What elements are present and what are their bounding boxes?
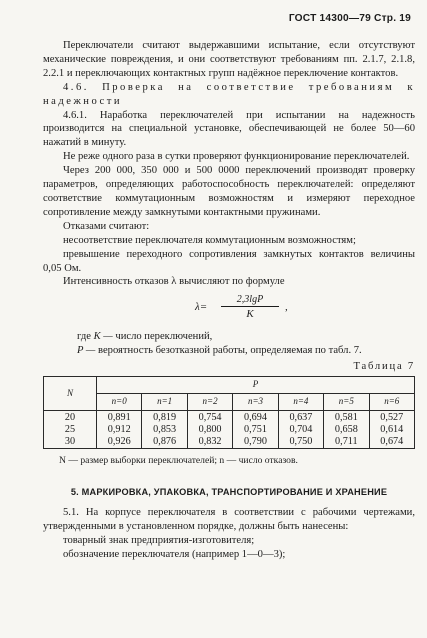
column-header: n=2: [187, 394, 232, 411]
failure-rate-formula: [195, 293, 415, 325]
list-item: товарный знак предприятия-изготовителя;: [63, 535, 255, 547]
column-header: n=5: [324, 394, 369, 411]
cell-value: 0,581: [334, 412, 358, 424]
table-cell: [369, 411, 414, 449]
cell-value: 0,527: [380, 412, 404, 424]
table-cell: [97, 411, 142, 449]
cell-value: 0,926: [107, 435, 131, 447]
table-cell: [324, 411, 369, 449]
definition-lead: где: [77, 331, 91, 343]
definition-p: [43, 344, 415, 358]
table-cell: [233, 411, 278, 449]
table-cell: [44, 411, 97, 449]
definition-symbol: K —: [93, 331, 113, 343]
table-row: [44, 411, 415, 449]
table-cell: [278, 411, 323, 449]
table-column-headers: [44, 394, 415, 411]
cell-value: 0,711: [335, 435, 358, 447]
cell-value: 0,637: [289, 412, 313, 424]
cell-n: 25: [64, 423, 76, 435]
cell-value: 0,876: [153, 435, 177, 447]
table-cell: [187, 411, 232, 449]
cell-n: 30: [64, 435, 76, 447]
cell-value: 0,912: [107, 423, 131, 435]
cell-value: 0,658: [334, 423, 358, 435]
table-caption: Таблица 7: [353, 361, 415, 373]
paragraph-test-result: Переключатели считают выдержавшими испытание, если отсутствуют механические повреждения, и они соответствуют требованиям пп. 2.1.7, 2.1.8, 2.2.1 и переключающих контактных групп надёжное переключение контактов.: [43, 40, 415, 79]
cell-n: 20: [64, 412, 76, 424]
formula-lhs: λ=: [195, 301, 208, 314]
section-5-title: 5. МАРКИРОВКА, УПАКОВКА, ТРАНСПОРТИРОВАНИЕ И ХРАНЕНИЕ: [70, 487, 388, 498]
definition-text: число переключений,: [115, 331, 213, 343]
paragraph-4-6-1: 4.6.1. Наработка переключателей при испытании на надежность производится на специальной установке, обеспечивающей не более 50—60 нажатий в минуту.: [43, 109, 415, 149]
page-body: [43, 39, 415, 562]
definition-symbol: P —: [77, 345, 96, 357]
paragraph-failures-intro: Отказами считают:: [63, 220, 150, 232]
table-cell: [142, 411, 187, 449]
page-header: ГОСТ 14300—79 Стр. 19: [288, 13, 411, 24]
column-header: n=6: [369, 394, 414, 411]
section-heading-4-6: 4.6. Проверка на соответствие требованиям к надежности: [43, 81, 415, 107]
formula-denominator: K: [246, 308, 254, 321]
formula-tail: ,: [285, 301, 288, 314]
table-note: N — размер выборки переключателей; n — число отказов.: [59, 455, 298, 467]
reliability-table: [43, 376, 415, 449]
cell-value: 0,674: [380, 435, 404, 447]
paragraph-formula-intro: Интенсивность отказов λ вычисляют по формуле: [63, 276, 285, 288]
cell-value: 0,694: [244, 412, 267, 424]
definition-k: [43, 330, 415, 344]
cell-value: 0,750: [289, 435, 313, 447]
list-item: обозначение переключателя (например 1—0—3);: [63, 548, 286, 560]
formula-numerator: 2,3lgP: [221, 293, 279, 307]
cell-value: 0,614: [380, 423, 404, 435]
paragraph-parameter-check: Через 200 000, 350 000 и 500 0000 переключений производят проверку параметров, определяющих работоспособность переключателей: определяют соответствие коммутационным возможностям и измеряют переходное сопротивление между замкнутыми контактными пружинами.: [43, 165, 415, 218]
cell-value: 0,832: [198, 435, 222, 447]
cell-value: 0,754: [198, 412, 222, 424]
cell-value: 0,704: [289, 423, 313, 435]
paragraph-failure-1: несоответствие переключателя коммутационным возможностям;: [63, 234, 356, 246]
paragraph-5-1: 5.1. На корпусе переключателя в соответствии с рабочими чертежами, утвержденными в установленном порядке, должны быть нанесены:: [43, 507, 415, 533]
cell-value: 0,751: [244, 423, 267, 435]
column-header: n=3: [233, 394, 278, 411]
column-header: n=4: [278, 394, 323, 411]
cell-value: 0,891: [107, 412, 131, 424]
paragraph-failure-2: превышение переходного сопротивления замкнутых контактов величины 0,05 Ом.: [43, 248, 415, 274]
cell-value: 0,790: [244, 435, 267, 447]
table-row-header: N: [44, 377, 97, 411]
definition-text: вероятность безотказной работы, определяемая по табл. 7.: [98, 345, 362, 357]
formula-fraction: [221, 293, 279, 321]
cell-value: 0,819: [153, 412, 177, 424]
column-header: n=0: [97, 394, 142, 411]
paragraph-daily-check: Не реже одного раза в сутки проверяют функционирование переключателей.: [63, 151, 410, 163]
cell-value: 0,800: [198, 423, 222, 435]
column-header: n=1: [142, 394, 187, 411]
cell-value: 0,853: [153, 423, 177, 435]
table-group-header: P: [97, 377, 415, 394]
